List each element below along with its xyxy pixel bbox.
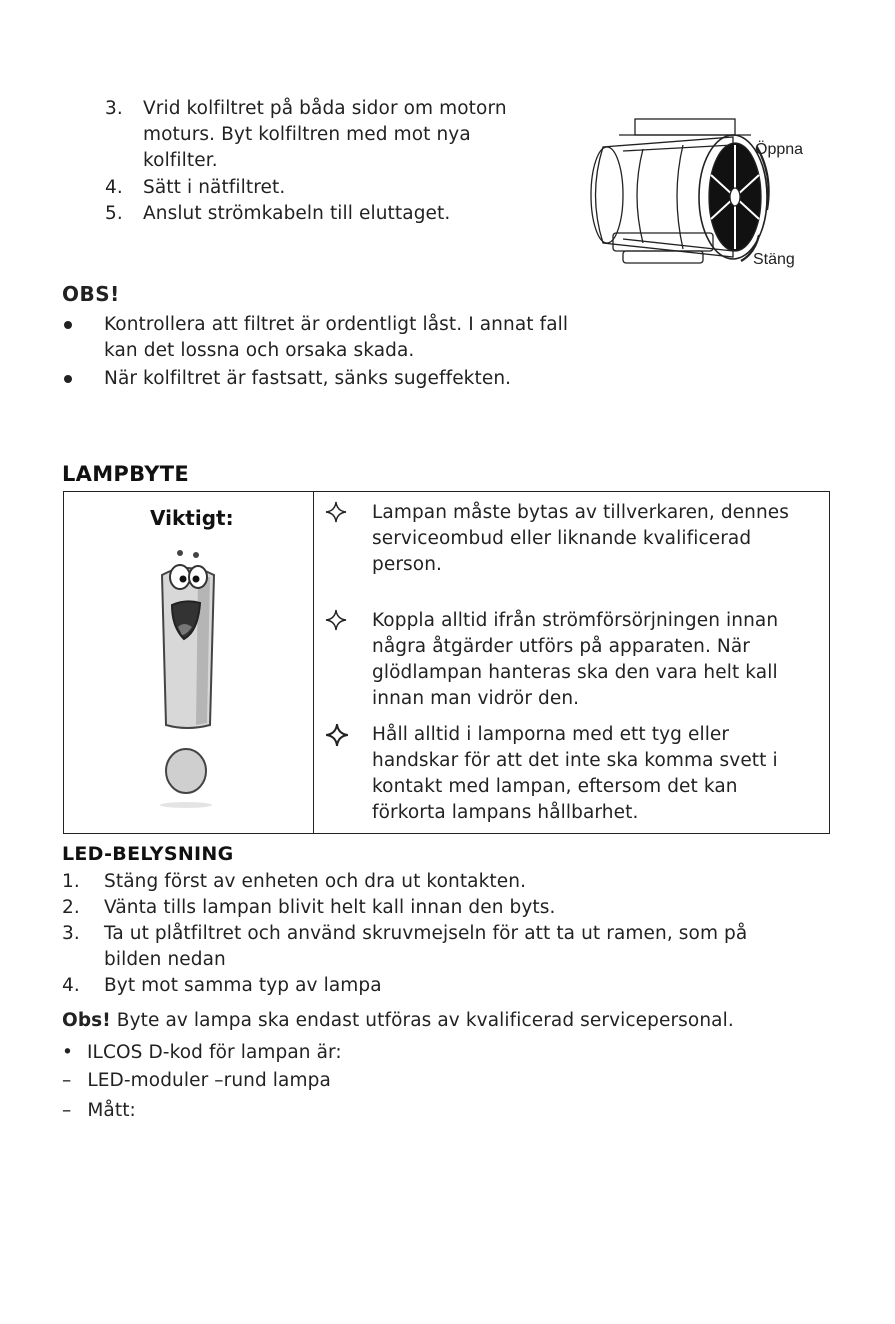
bullet-dot-icon: • [62,1042,74,1063]
step-number: 1. [62,871,80,892]
tip-text: Håll alltid i lamporna med ett tyg eller handskar för att det inte ska komma svett i kontakt med lampan, eftersom det kan förkorta lampans hållbarhet. [372,724,778,823]
obs-bullet [62,366,582,392]
dash-text: Mått: [87,1100,136,1121]
led-step [62,921,782,973]
led-step [62,973,822,999]
ilcos-bullet [62,1040,342,1066]
step-number: 3. [62,923,80,944]
tip-text: Koppla alltid ifrån strömförsörjningen innan några åtgärder utförs på apparaten. När glödlampan hanteras ska den vara helt kall innan man vidrör den. [372,610,779,709]
important-label: Viktigt: [150,506,234,530]
dash-icon: – [62,1100,72,1121]
led-step [62,895,822,921]
dash-text: LED-moduler –rund lampa [87,1070,331,1091]
led-obs-note [62,1008,734,1034]
step-3 [105,96,535,174]
bullet-dot [64,375,72,383]
ilcos-text: ILCOS D-kod för lampan är: [87,1042,342,1063]
dash-item [62,1068,331,1094]
sparkle-star-icon [324,722,348,746]
step-text: Byt mot samma typ av lampa [104,975,382,996]
dash-icon: – [62,1070,72,1091]
step-number: 5. [105,203,123,224]
step-text: Vrid kolfiltret på båda sidor om motorn moturs. Byt kolfiltren med mot nya kolfilter. [143,98,507,171]
lampbyte-heading: LAMPBYTE [62,462,190,486]
obs-text: Byte av lampa ska endast utföras av kvalificerad servicepersonal. [110,1010,734,1031]
obs-label: Obs! [62,1010,111,1031]
led-heading: LED-BELYSNING [62,843,234,865]
exclamation-mascot-icon [152,547,222,821]
open-label: Öppna [755,141,804,158]
tip-item [324,608,814,712]
step-number: 2. [62,897,80,918]
obs-bullet-text: När kolfiltret är fastsatt, sänks sugeffekten. [104,368,512,389]
carbon-filter-illustration [583,115,823,275]
lamp-warning-table [63,491,830,834]
close-label: Stäng [753,251,795,268]
step-text: Anslut strömkabeln till eluttaget. [143,203,451,224]
obs-heading: OBS! [62,282,120,306]
tip-item [324,722,814,826]
step-number: 4. [105,177,123,198]
tip-item [324,500,814,578]
dash-item [62,1098,136,1124]
step-number: 3. [105,98,123,119]
step-text: Stäng först av enheten och dra ut kontakten. [104,871,527,892]
step-number: 4. [62,975,80,996]
obs-bullet [62,312,582,364]
step-4 [105,175,535,201]
step-text: Ta ut plåtfiltret och använd skruvmejseln för att ta ut ramen, som på bilden nedan [104,923,748,970]
sparkle-star-icon [324,500,348,524]
obs-bullet-text: Kontrollera att filtret är ordentligt låst. I annat fall kan det lossna och orsaka skada. [104,314,569,361]
led-step [62,869,822,895]
step-5 [105,201,535,227]
table-divider [313,492,314,833]
bullet-dot [64,321,72,329]
step-text: Sätt i nätfiltret. [143,177,286,198]
step-text: Vänta tills lampan blivit helt kall innan den byts. [104,897,556,918]
sparkle-star-icon [324,608,348,632]
tip-text: Lampan måste bytas av tillverkaren, dennes serviceombud eller liknande kvalificerad person. [372,502,790,575]
